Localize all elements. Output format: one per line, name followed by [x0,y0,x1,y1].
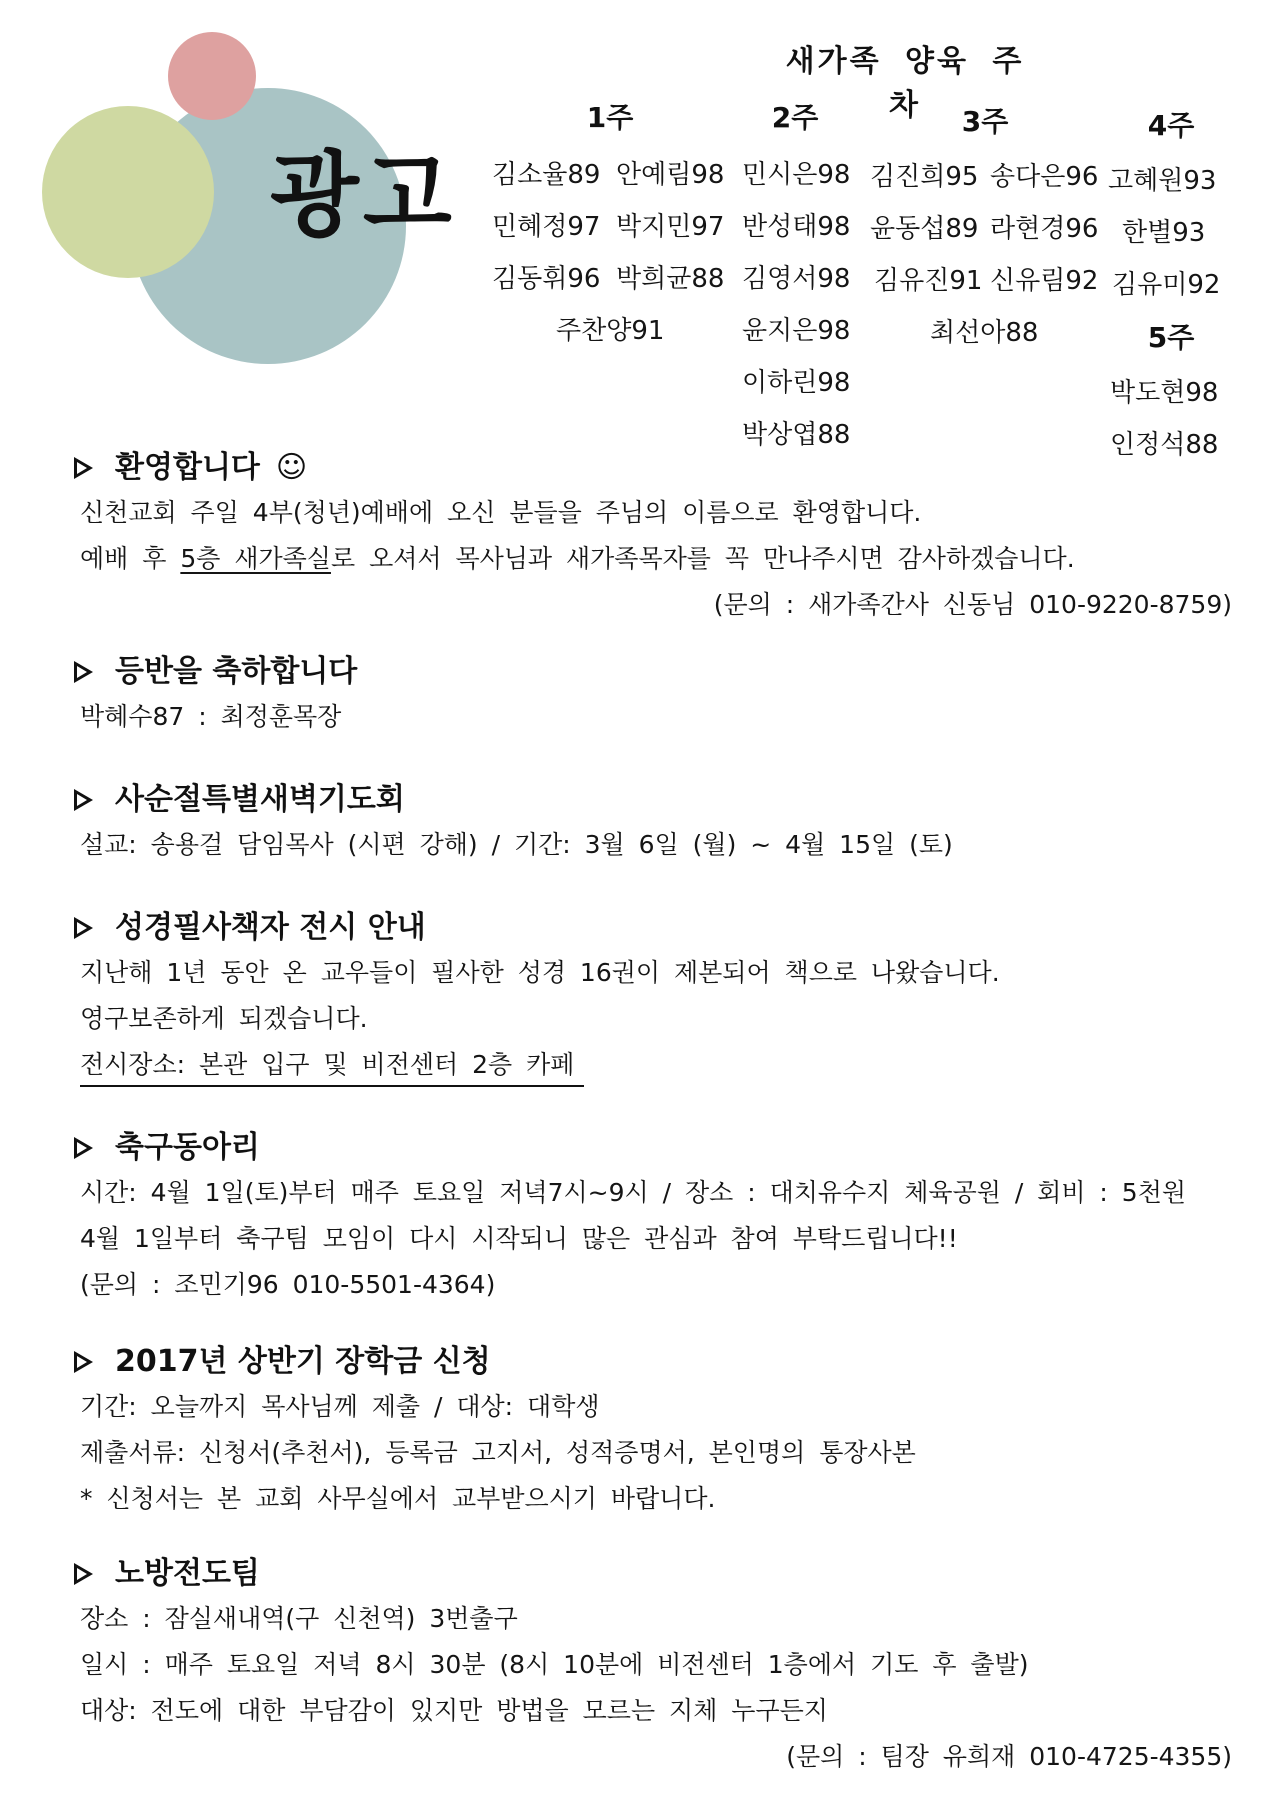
roster-name: 윤동섭89 [870,214,979,244]
roster-name: 신유림92 [990,266,1099,296]
roster-name: 김동휘96 [492,264,601,294]
section-heading [72,1340,1232,1384]
section-text: 일시 : 매주 토요일 저녁 8시 30분 (8시 10분에 비전센터 1층에서 기도 후 출발) [80,1650,1029,1679]
section-text: 박혜수87 : 최정훈목장 [80,702,342,731]
section-text: 대상: 전도에 대한 부담감이 있지만 방법을 모르는 지체 누구든지 [80,1696,828,1725]
roster-name: 박희균88 [616,264,725,294]
section-bible-exhibit [72,906,1232,1088]
roster-name: 한별93 [1122,218,1206,248]
roster-name: 주찬양91 [556,316,665,346]
roster-name: 김유미92 [1112,270,1221,300]
week-5-header: 5주 [1147,321,1195,354]
roster-name: 김유진91 [874,266,983,296]
contact-info: (문의 : 새가족간사 신동님 010-9220-8759) [713,590,1232,619]
triangle-bullet-icon [74,917,93,939]
triangle-bullet-icon [74,789,93,811]
roster-name: 박도현98 [1110,378,1219,408]
triangle-bullet-icon [74,661,93,683]
section-heading [72,1552,1232,1596]
roster-name: 반성태98 [742,212,851,242]
text-fragment: 로 오셔서 목사님과 새가족목자를 꼭 만나주시면 감사하겠습니다. [330,544,1075,573]
section-scholarship [72,1340,1232,1522]
decor-circle-green [42,106,214,278]
roster-name: 박상엽88 [742,420,851,450]
section-heading [72,906,1232,950]
roster-name: 박지민97 [616,212,725,242]
section-title: 사순절특별새벽기도회 [115,782,405,817]
contact-info: (문의 : 팀장 유희재 010-4725-4355) [786,1742,1232,1771]
contact-info: (문의 : 조민기96 010-5501-4364) [80,1270,496,1299]
location-underlined: 5층 새가족실 [180,544,331,573]
section-heading [72,1126,1232,1170]
roster-name: 김소율89 [492,160,601,190]
roster-name: 민혜정97 [492,212,601,242]
section-street-evangelism [72,1552,1232,1780]
text-fragment: 예배 후 [80,544,181,573]
roster-name: 윤지은98 [742,316,851,346]
roster-name: 고혜원93 [1108,166,1217,196]
roster-name: 민시은98 [742,160,851,190]
roster-name: 최선아88 [930,318,1039,348]
week-4-header: 4주 [1147,109,1195,142]
section-text: 설교: 송용걸 담임목사 (시편 강해) / 기간: 3월 6일 (월) ~ 4월 15일 (토) [80,830,953,859]
week-3-header: 3주 [961,105,1009,138]
roster-name: 안예림98 [616,160,725,190]
section-text [72,1042,1232,1088]
section-text: 지난해 1년 동안 온 교우들이 필사한 성경 16권이 제본되어 책으로 나왔습니다. [80,958,1000,987]
section-text: * 신청서는 본 교회 사무실에서 교부받으시기 바랍니다. [80,1484,716,1513]
section-lent-prayer [72,778,1232,868]
section-heading [72,650,1232,694]
roster-name: 김진희95 [870,162,979,192]
section-text [72,536,1232,582]
roster-name: 인정석88 [1110,430,1219,460]
section-text: 기간: 오늘까지 목사님께 제출 / 대상: 대학생 [80,1392,600,1421]
section-text: 신천교회 주일 4부(청년)예배에 오신 분들을 주님의 이름으로 환영합니다. [80,498,922,527]
exhibit-location: 전시장소: 본관 입구 및 비전센터 2층 카페 [80,1045,584,1087]
roster-title: 새가족 양육 주차 [785,44,1025,123]
section-soccer-club [72,1126,1232,1308]
triangle-bullet-icon [74,1563,93,1585]
roster-name: 송다은96 [990,162,1099,192]
section-title: 축구동아리 [115,1130,260,1165]
week-2-header: 2주 [771,101,819,134]
section-text: 장소 : 잠실새내역(구 신천역) 3번출구 [80,1604,518,1633]
section-title: 환영합니다 [115,450,260,485]
section-text: 4월 1일부터 축구팀 모임이 다시 시작되니 많은 관심과 참여 부탁드립니다!! [80,1224,958,1253]
section-text: 제출서류: 신청서(추천서), 등록금 고지서, 성적증명서, 본인명의 통장사본 [80,1438,916,1467]
section-promotion [72,650,1232,740]
roster-name: 라현경96 [990,214,1099,244]
section-text: 시간: 4월 1일(토)부터 매주 토요일 저녁7시~9시 / 장소 : 대치유수지 체육공원 / 회비 : 5천원 [80,1178,1187,1207]
roster-name: 김영서98 [742,264,851,294]
page-title: 광고 [270,142,456,249]
section-title: 2017년 상반기 장학금 신청 [115,1344,491,1379]
week-1-header: 1주 [586,101,634,134]
decor-circle-pink [168,32,256,120]
roster-name: 이하린98 [742,368,851,398]
triangle-bullet-icon [74,1351,93,1373]
section-welcome [72,446,1232,628]
section-heading [72,778,1232,822]
triangle-bullet-icon [74,1137,93,1159]
section-title: 성경필사책자 전시 안내 [115,910,426,945]
section-text: 영구보존하게 되겠습니다. [80,1004,368,1033]
section-title: 노방전도팀 [115,1556,260,1591]
section-heading [72,446,1232,490]
triangle-bullet-icon [74,457,93,479]
section-title: 등반을 축하합니다 [115,654,358,689]
smiley-icon: ☺ [275,450,308,485]
